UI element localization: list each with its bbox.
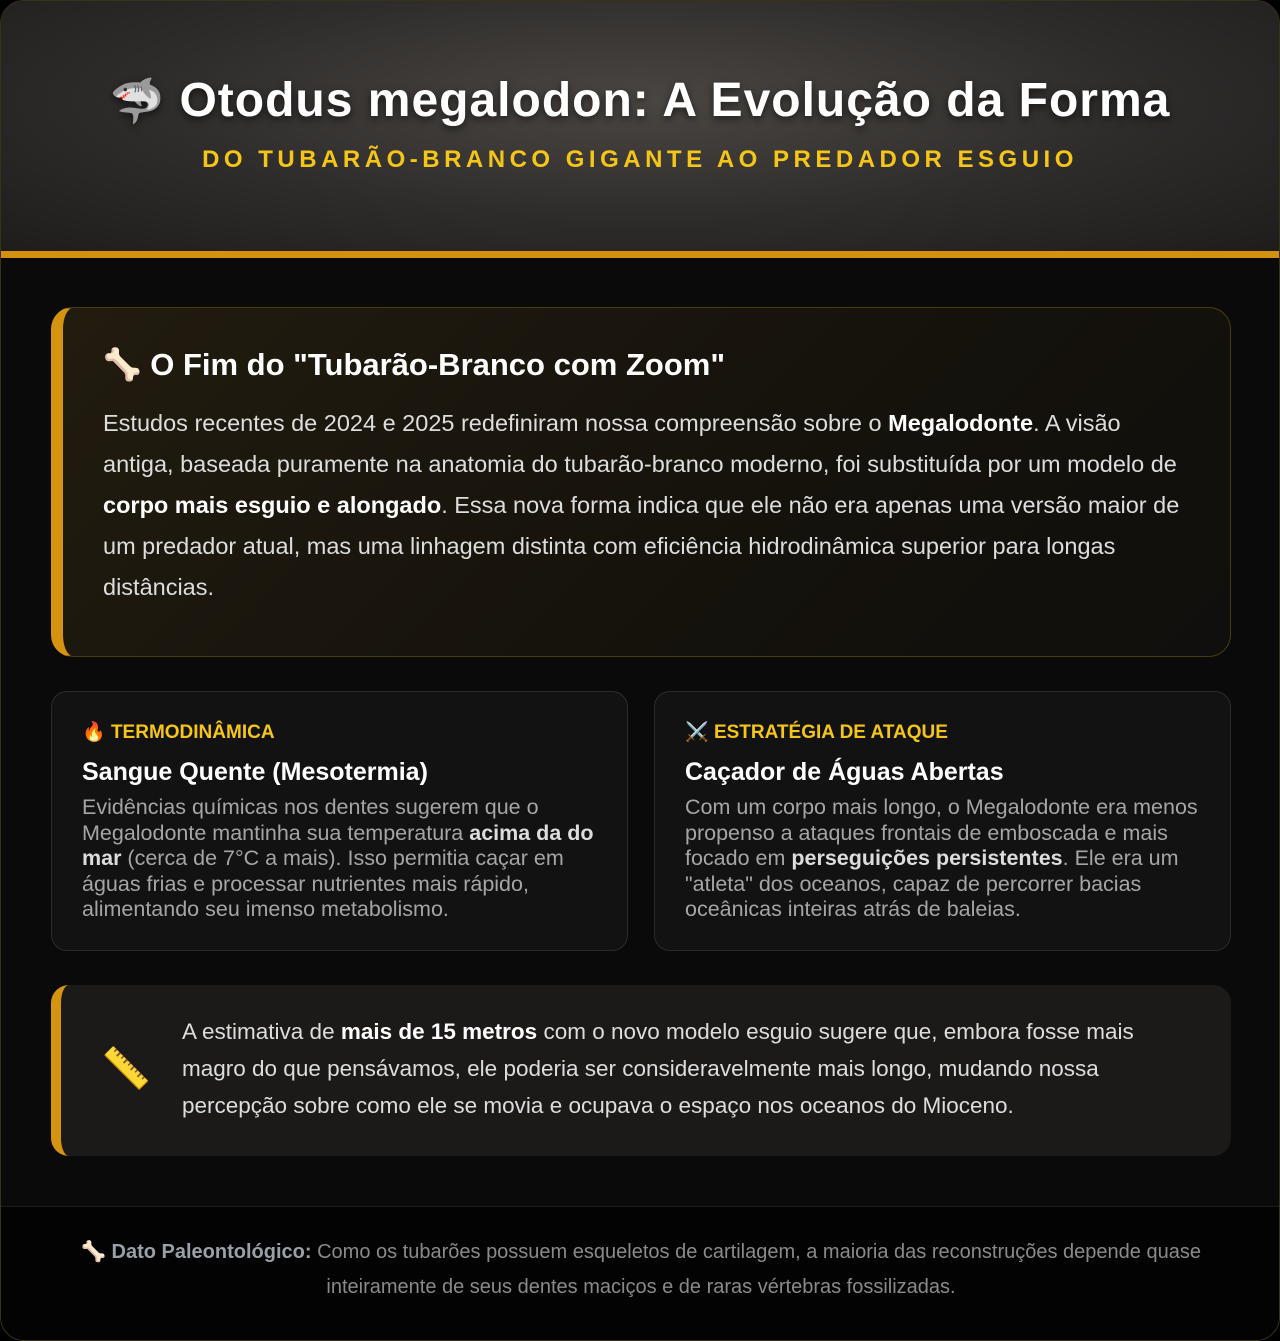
emphasis: mais de 15 metros — [340, 1019, 538, 1044]
shark-icon: 🦈 — [109, 77, 166, 126]
card-label — [685, 720, 1200, 744]
intro-card — [51, 307, 1231, 657]
emphasis: perseguições persistentes — [791, 846, 1063, 870]
text: Evidências químicas nos dentes sugerem que o Megalodonte mantinha sua temperatura — [82, 795, 539, 845]
emphasis: corpo mais esguio e alongado — [103, 492, 442, 518]
callout-text — [182, 1013, 1191, 1124]
text: A estimativa de — [182, 1019, 341, 1044]
card-label — [82, 720, 597, 744]
footer — [1, 1206, 1280, 1341]
text: Com um corpo mais longo, o Megalodonte era menos propenso a ataques frontais de emboscada e mais focado em — [685, 795, 1198, 870]
text: com o novo modelo esguio sugere que, embora fosse mais magro do que pensávamos, ele poderia ser consideravelmente mais longo, mudando nossa percepção sobre como ele se movia e ocupava o espaço nos oceanos do Mioceno. — [182, 1019, 1134, 1118]
bone-icon: 🦴 — [81, 1241, 106, 1263]
card-text — [685, 795, 1200, 923]
footer-label: Dato Paleontológico: — [111, 1241, 312, 1263]
emphasis: acima da do mar — [82, 820, 594, 870]
ruler-icon: 📏 — [101, 1047, 151, 1091]
text: Estudos recentes de 2024 e 2025 redefiniram nossa compreensão sobre o — [103, 410, 889, 436]
label-text: ESTRATÉGIA DE ATAQUE — [713, 722, 948, 743]
text: . A visão antiga, baseada puramente na anatomia do tubarão-branco moderno, foi substituída por um modelo de — [103, 410, 1177, 477]
intro-text — [103, 403, 1190, 608]
emphasis: Megalodonte — [888, 410, 1034, 436]
intro-title — [103, 346, 1190, 383]
size-callout — [51, 985, 1231, 1156]
title-text: Otodus megalodon: A Evolução da Forma — [179, 74, 1171, 127]
bone-icon: 🦴 — [103, 347, 142, 382]
crossed-swords-icon: ⚔️ — [685, 722, 709, 743]
label-text: TERMODINÂMICA — [110, 722, 275, 743]
card-text — [82, 795, 597, 923]
page-subtitle: DO TUBARÃO-BRANCO GIGANTE AO PREDADOR ESGUIO — [202, 146, 1078, 173]
text: Como os tubarões possuem esqueletos de cartilagem, a maioria das reconstruções depende quase inteiramente de seus dentes maciços e de raras vértebras fossilizadas. — [311, 1241, 1201, 1298]
header — [1, 1, 1279, 258]
card-title: Sangue Quente (Mesotermia) — [82, 758, 428, 786]
card-title: Caçador de Águas Abertas — [685, 758, 1004, 786]
footer-text — [41, 1235, 1241, 1305]
card-thermodynamics — [51, 691, 628, 951]
fire-icon: 🔥 — [82, 722, 106, 743]
intro-title-text: O Fim do "Tubarão-Branco com Zoom" — [150, 347, 726, 382]
text: . Essa nova forma indica que ele não era apenas uma versão maior de um predador atual, mas uma linhagem distinta com eficiência hidrodinâmica superior para longas distâncias. — [103, 492, 1180, 600]
card-attack-strategy — [654, 691, 1231, 951]
page-title — [1, 73, 1279, 128]
text: (cerca de 7°C a mais). Isso permitia caçar em águas frias e processar nutrientes mais rápido, alimentando seu imenso metabolismo. — [82, 846, 564, 921]
text: . Ele era um "atleta" dos oceanos, capaz de percorrer bacias oceânicas inteiras atrás de baleias. — [685, 846, 1179, 921]
